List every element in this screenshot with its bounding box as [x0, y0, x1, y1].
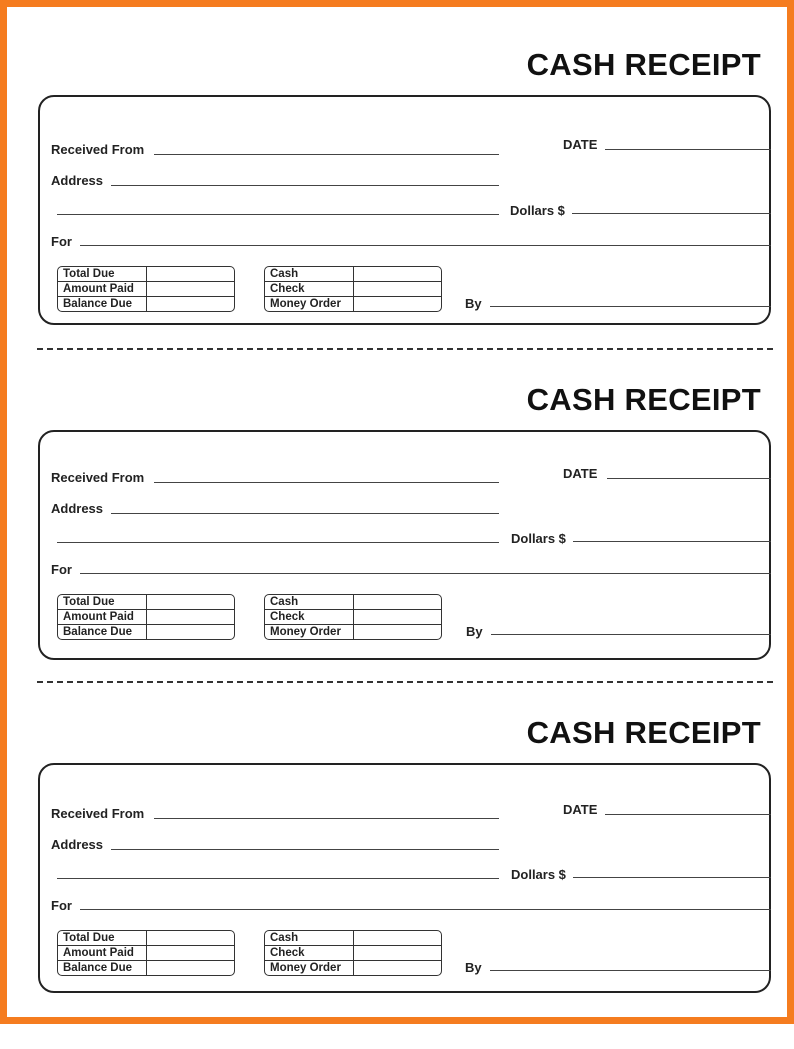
balance-due-label: Balance Due	[63, 626, 133, 638]
date-field[interactable]	[605, 814, 771, 815]
address-line-2-field[interactable]	[57, 878, 499, 879]
address-label: Address	[51, 837, 104, 852]
receipt-box	[38, 430, 771, 660]
date-field[interactable]	[607, 478, 771, 479]
address-label: Address	[51, 501, 104, 516]
balance-due-label: Balance Due	[63, 962, 133, 974]
check-label: Check	[270, 611, 305, 623]
check-label: Check	[270, 947, 305, 959]
amount-paid-label: Amount Paid	[63, 283, 134, 295]
check-label: Check	[270, 283, 305, 295]
received-from-label: Received From	[51, 806, 145, 821]
for-label: For	[51, 562, 72, 577]
cash-label: Cash	[270, 932, 299, 944]
amount-paid-label: Amount Paid	[63, 611, 134, 623]
by-label: By	[466, 624, 483, 639]
date-field[interactable]	[605, 149, 771, 150]
payment-method-table	[264, 266, 442, 312]
receipt-1	[7, 47, 794, 381]
dollars-label: Dollars $	[510, 203, 565, 218]
totals-value-column[interactable]	[146, 595, 147, 639]
totals-value-column[interactable]	[146, 267, 147, 311]
by-field[interactable]	[490, 970, 771, 971]
for-field[interactable]	[80, 245, 771, 246]
cash-label: Cash	[270, 596, 299, 608]
payment-value-column[interactable]	[353, 267, 354, 311]
received-from-field[interactable]	[154, 154, 499, 155]
dollars-label: Dollars $	[511, 531, 566, 546]
total-due-label: Total Due	[63, 932, 115, 944]
address-field[interactable]	[111, 849, 499, 850]
for-label: For	[51, 234, 72, 249]
receipt-2	[7, 382, 794, 716]
money-order-label: Money Order	[270, 626, 341, 638]
total-due-label: Total Due	[63, 596, 115, 608]
amount-paid-label: Amount Paid	[63, 947, 134, 959]
dollars-field[interactable]	[573, 541, 771, 542]
dollars-field[interactable]	[573, 877, 771, 878]
address-label: Address	[51, 173, 104, 188]
total-due-label: Total Due	[63, 268, 115, 280]
by-label: By	[465, 296, 482, 311]
by-label: By	[465, 960, 482, 975]
received-from-label: Received From	[51, 142, 145, 157]
for-field[interactable]	[80, 573, 771, 574]
cash-label: Cash	[270, 268, 299, 280]
by-field[interactable]	[490, 306, 771, 307]
received-from-field[interactable]	[154, 818, 499, 819]
totals-value-column[interactable]	[146, 931, 147, 975]
for-label: For	[51, 898, 72, 913]
address-field[interactable]	[111, 185, 499, 186]
money-order-label: Money Order	[270, 962, 341, 974]
address-field[interactable]	[111, 513, 499, 514]
dollars-field[interactable]	[572, 213, 771, 214]
receipt-title: CASH RECEIPT	[526, 47, 761, 82]
date-label: DATE	[563, 137, 598, 152]
address-line-2-field[interactable]	[57, 214, 499, 215]
dollars-label: Dollars $	[511, 867, 566, 882]
balance-due-label: Balance Due	[63, 298, 133, 310]
by-field[interactable]	[491, 634, 771, 635]
totals-table	[57, 266, 235, 312]
receipt-3	[7, 715, 794, 1049]
date-label: DATE	[563, 466, 598, 481]
received-from-field[interactable]	[154, 482, 499, 483]
receipt-box	[38, 763, 771, 993]
totals-table	[57, 594, 235, 640]
for-field[interactable]	[80, 909, 771, 910]
receipt-box	[38, 95, 771, 325]
totals-table	[57, 930, 235, 976]
date-label: DATE	[563, 802, 598, 817]
address-line-2-field[interactable]	[57, 542, 499, 543]
receipt-title: CASH RECEIPT	[526, 382, 761, 417]
money-order-label: Money Order	[270, 298, 341, 310]
payment-value-column[interactable]	[353, 931, 354, 975]
payment-value-column[interactable]	[353, 595, 354, 639]
payment-method-table	[264, 594, 442, 640]
received-from-label: Received From	[51, 470, 145, 485]
cut-line-2	[37, 681, 773, 683]
payment-method-table	[264, 930, 442, 976]
receipt-title: CASH RECEIPT	[526, 715, 761, 750]
cut-line-1	[37, 348, 773, 350]
